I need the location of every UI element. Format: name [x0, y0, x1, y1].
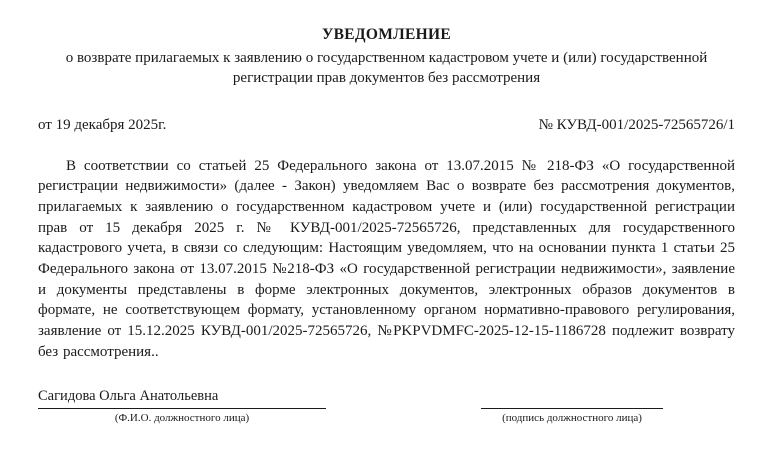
name-signature-line	[38, 408, 326, 409]
meta-row	[38, 117, 735, 134]
official-name: Сагидова Ольга Анатольевна	[38, 388, 219, 404]
sign-line-caption: (подпись должностного лица)	[502, 412, 642, 424]
signature-sign-column	[481, 388, 663, 424]
document-body-paragraph: В соответствии со статьей 25 Федерального закона от 13.07.2015 № 218-ФЗ «О государственной регистрации недвижимости» (далее - Закон) уведомляем Вас о возврате без рассмотрения документов, прилагаемых к заявлению о государственном кадастровом учете и (или) государственной регистрации прав от 15 декабря 2025 г. № КУВД-001/2025-72565726, представленных для государственного кадастрового учета, в связи со следующим: Настоящим уведомляем, что на основании пункта 1 статьи 25 Федерального закона от 13.07.2015 №218-ФЗ «О государственной регистрации недвижимости», заявление и документы представлены в форме электронных документов, электронных образов документов в формате, не соответствующем формату, установленному органом нормативно-правового регулирования, заявление от 15.12.2025 КУВД-001/2025-72565726, №PKPVDMFC-2025-12-15-1186728 подлежит возврату без рассмотрения..	[38, 157, 735, 360]
sign-signature-line	[481, 408, 663, 409]
document-number: № КУВД-001/2025-72565726/1	[538, 116, 735, 133]
document-title: УВЕДОМЛЕНИЕ	[321, 26, 452, 43]
signature-name-column	[38, 388, 326, 424]
document-subtitle: о возврате прилагаемых к заявлению о государственном кадастровом учете и (или) государственной регистрации прав документов без рассмотрения	[65, 50, 708, 87]
signature-block	[38, 388, 735, 424]
name-line-caption: (Ф.И.О. должностного лица)	[114, 412, 250, 424]
document-date: от 19 декабря 2025г.	[38, 116, 167, 133]
